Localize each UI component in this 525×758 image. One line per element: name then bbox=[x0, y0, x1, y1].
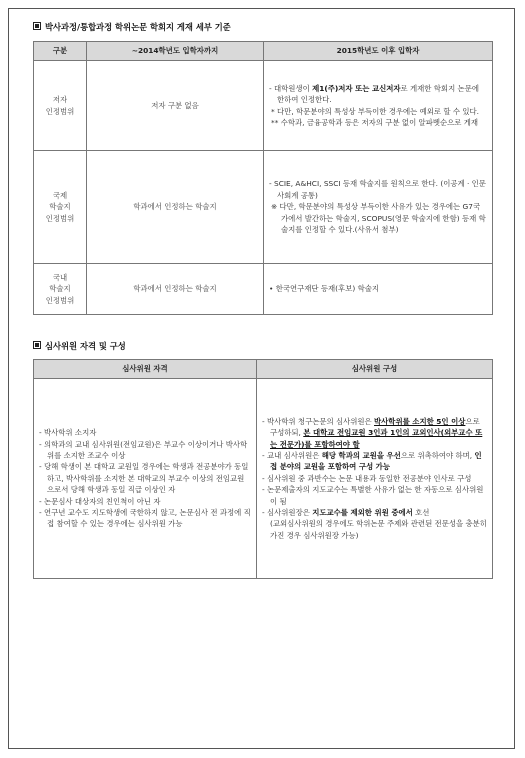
section2-title: 심사위원 자격 및 구성 bbox=[33, 340, 126, 352]
qualification-item: - 당해 학생이 본 대학교 교원일 경우에는 학생과 전공분야가 동일하고, 박사학위를 소지한 본 대학교의 부교수 이상의 전임교원으로서 당해 학생과 동일 직급 이상인 자 bbox=[39, 462, 249, 495]
square-bullet-icon bbox=[33, 341, 41, 349]
row-before-international: 학과에서 인정하는 학술지 bbox=[87, 151, 264, 264]
row-before-domestic: 학과에서 인정하는 학술지 bbox=[87, 264, 264, 315]
author-rule-2: * 다만, 학문분야의 특성상 부득이한 경우에는 예외로 할 수 있다. bbox=[271, 106, 480, 116]
composition-item: - 심사위원 중 과반수는 논문 내용과 동일한 전공분야 인사로 구성 bbox=[262, 473, 472, 483]
row-after-domestic: • 한국연구재단 등재(후보) 학술지 bbox=[264, 264, 493, 315]
qualification-list bbox=[34, 379, 257, 579]
qualification-item: - 박사학위 소지자 bbox=[39, 428, 97, 438]
row-after-international bbox=[264, 151, 493, 264]
committee-table bbox=[33, 359, 493, 579]
document-page bbox=[8, 8, 515, 749]
row-after-author bbox=[264, 61, 493, 151]
row-label-domestic: 국내 학술지 인정범위 bbox=[34, 264, 87, 315]
square-bullet-icon bbox=[33, 22, 41, 30]
author-rule-3: ** 수학과, 금융공학과 등은 저자의 구분 없이 알파벳순으로 게재 bbox=[271, 117, 479, 127]
header-qualification: 심사위원 자격 bbox=[34, 360, 257, 379]
author-rule-1: - 대학원생이 제1(주)저자 또는 교신저자로 게재한 학회지 논문에 한하여 인정한다. bbox=[269, 83, 479, 105]
header-composition: 심사위원 구성 bbox=[257, 360, 493, 379]
composition-item: - 논문제출자의 지도교수는 특별한 사유가 없는 한 자동으로 심사위원이 됨 bbox=[262, 485, 484, 506]
header-category: 구분 bbox=[34, 42, 87, 61]
row-before-author: 저자 구분 없음 bbox=[87, 61, 264, 151]
qualification-item: - 의학과의 교내 심사위원(전임교원)은 부교수 이상이거나 박사학위를 소지한 조교수 이상 bbox=[39, 439, 248, 460]
composition-item: - 심사위원장은 지도교수를 제외한 위원 중에서 호선 bbox=[262, 508, 430, 518]
criteria-table bbox=[33, 41, 493, 315]
section1-title: 박사과정/통합과정 학위논문 학회지 게재 세부 기준 bbox=[33, 21, 231, 33]
composition-item: - 박사학위 청구논문의 심사위원은 박사학위를 소지한 5인 이상으로 구성하되, 본 대학교 전임교원 3인과 1인의 교외인사(외부교수 또는 전문가)를 포함하여야 함 bbox=[262, 416, 483, 449]
composition-list bbox=[257, 379, 493, 579]
row-label-international: 국제 학술지 인정범위 bbox=[34, 151, 87, 264]
composition-item: - 교내 심사위원은 해당 학과의 교원을 우선으로 위촉하여야 하며, 인접 분야의 교원을 포함하여 구성 가능 bbox=[262, 450, 482, 472]
international-rule-2: ※ 다만, 학문분야의 특성상 부득이한 사유가 있는 경우에는 G7국가에서 발간하는 학술지, SCOPUS(영문 학술지에 한함) 등재 학술지를 인정할 수 있다.(사유서 첨부) bbox=[271, 202, 486, 235]
row-label-author: 저자 인정범위 bbox=[34, 61, 87, 151]
header-before-2014: ~2014학년도 입학자까지 bbox=[87, 42, 264, 61]
qualification-item: - 연구년 교수도 지도학생에 국한하지 않고, 논문심사 전 과정에 직접 참여할 수 있는 경우에는 심사위원 가능 bbox=[39, 508, 251, 529]
header-after-2015: 2015학년도 이후 입학자 bbox=[264, 42, 493, 61]
qualification-item: - 논문심사 대상자의 친인척이 아닌 자 bbox=[39, 496, 161, 506]
international-rule-1: - SCIE, A&HCI, SSCI 등재 학술지를 원칙으로 한다. (이공계 · 인문사회계 공통) bbox=[269, 179, 486, 200]
composition-note: (교외심사위원의 경우에도 학위논문 주제와 관련된 전문성을 충분히 가진 경우 심사위원장 가능) bbox=[270, 519, 487, 540]
